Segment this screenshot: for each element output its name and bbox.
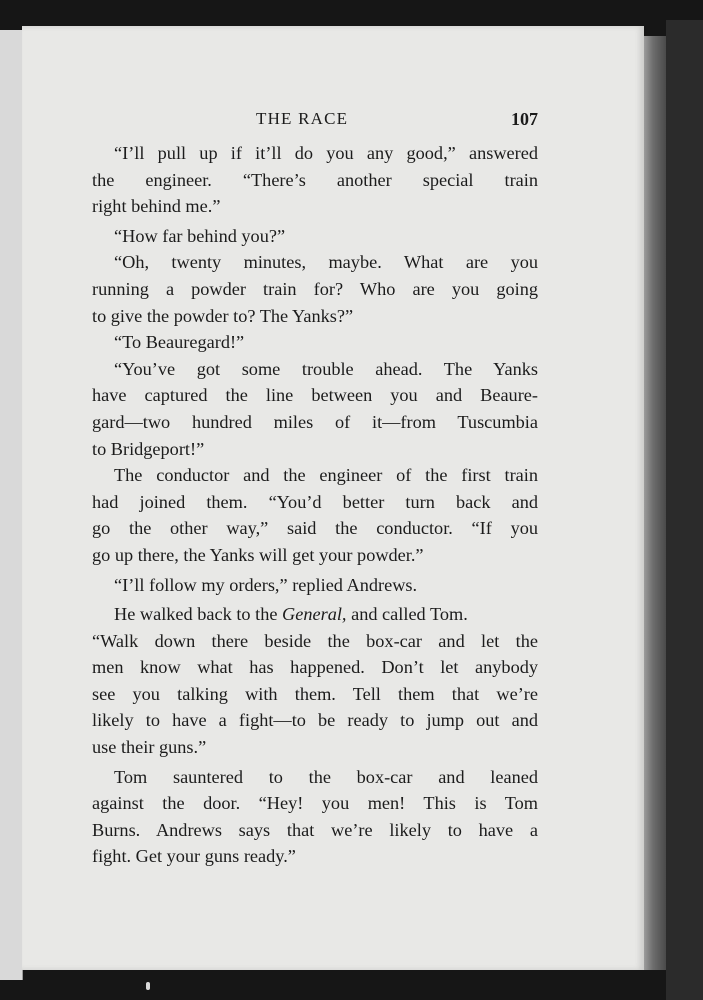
text-line: fight. Get your guns ready.” — [92, 846, 296, 867]
page-number: 107 — [511, 109, 538, 129]
text-line: The conductor and the engineer of the first train — [114, 465, 538, 486]
running-title: THE RACE — [256, 109, 349, 128]
text-line: gard—two hundred miles of it—from Tuscumbia — [92, 411, 538, 432]
scan-speck — [146, 982, 150, 990]
text-line — [92, 601, 538, 628]
text-line: to give the powder to? The Yanks?” — [92, 305, 354, 326]
text-line: “How far behind you?” — [114, 225, 286, 246]
italic-train-name: General, — [282, 604, 347, 625]
text-line: go the other way,” said the conductor. “If you — [92, 518, 538, 539]
text-line: “I’ll pull up if it’ll do you any good,” answered — [114, 143, 538, 163]
text-segment: He walked back to the — [114, 604, 278, 625]
page-body — [92, 140, 538, 870]
page-stack-edge — [644, 36, 666, 970]
text-line: the engineer. “There’s another special train — [92, 169, 538, 190]
book-cover-back — [666, 20, 703, 1000]
text-line: men know what has happened. Don’t let anybody — [92, 657, 538, 678]
text-line: had joined them. “You’d better turn back and — [92, 491, 538, 512]
facing-page-edge — [0, 30, 23, 980]
text-line: Tom sauntered to the box-car and leaned — [114, 766, 538, 787]
page-header — [92, 109, 538, 131]
text-line: see you talking with them. Tell them that we’re — [92, 683, 538, 704]
text-line: “I’ll follow my orders,” replied Andrews. — [114, 574, 418, 595]
text-line: to Bridgeport!” — [92, 438, 205, 459]
text-line: right behind me.” — [92, 196, 221, 217]
text-line: “To Beauregard!” — [114, 332, 245, 353]
text-line: against the door. “Hey! you men! This is Tom — [92, 793, 538, 814]
text-line: “Walk down there beside the box-car and let the — [92, 630, 538, 651]
text-line: likely to have a fight—to be ready to jump out and — [92, 710, 538, 731]
text-line: go up there, the Yanks will get your powder.” — [92, 544, 424, 565]
text-line: have captured the line between you and Beaure- — [92, 385, 538, 406]
text-line: Burns. Andrews says that we’re likely to have a — [92, 819, 538, 840]
text-line: running a powder train for? Who are you going — [92, 278, 538, 299]
text-line: “You’ve got some trouble ahead. The Yanks — [114, 358, 538, 379]
text-line: “Oh, twenty minutes, maybe. What are you — [114, 252, 538, 273]
text-segment: and called Tom. — [351, 604, 468, 625]
text-line: use their guns.” — [92, 737, 207, 758]
